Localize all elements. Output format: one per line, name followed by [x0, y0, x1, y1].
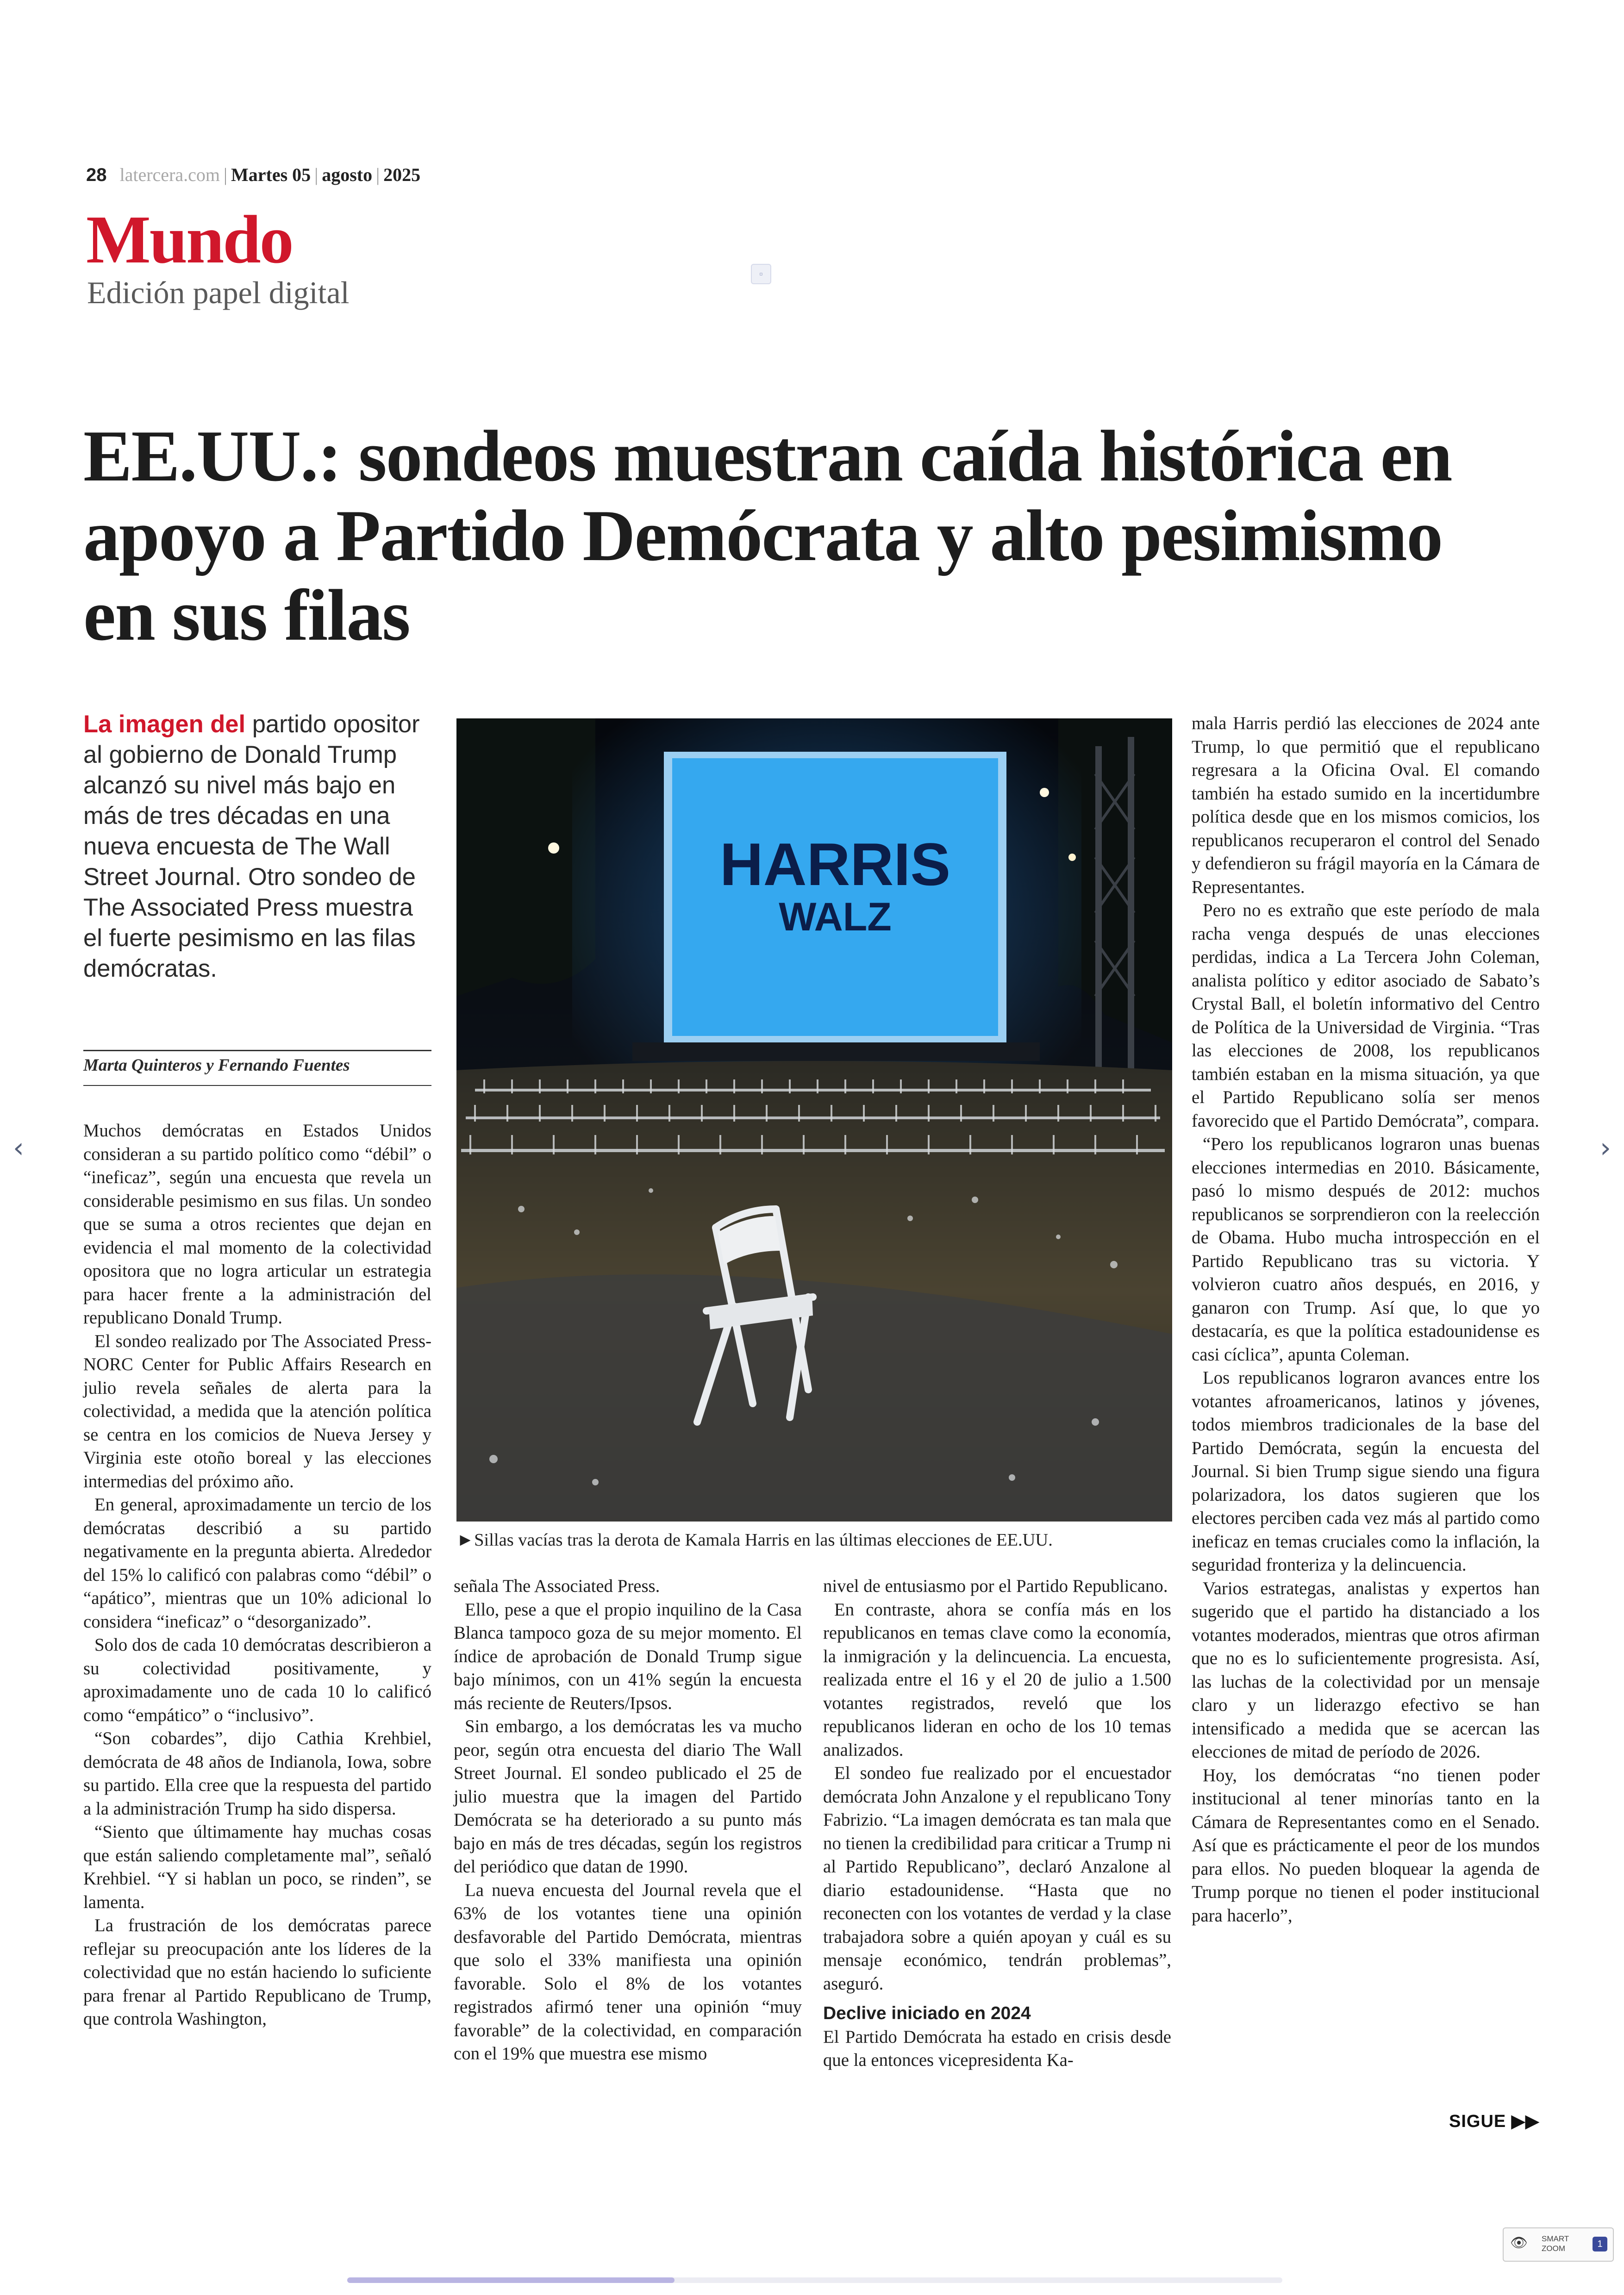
headline: EE.UU.: sondeos muestran caída histórica en apoyo a Partido Demócrata y alto pesimismo en sus filas: [83, 416, 1452, 656]
paragraph: En general, aproximadamente un tercio de los demócratas describió a su partido negativamente en la pregunta abierta. Alrededor del 15% lo calificó con palabras como “débil” o “apático”, mientras que un 10% adicional lo considera “ineficaz” o “desorganizado”.: [83, 1495, 431, 1632]
zoom-level-badge: 1: [1593, 2237, 1607, 2251]
paragraph: Pero no es extraño que este período de mala racha venga después de unas elecciones perdidas, indica a La Tercera John Coleman, analista político y editor asociado de Sabato’s Crystal Ball, el boletín informativo del Centro de Política de la Universidad de Virginia. “Tras las elecciones de 2008, los republicanos también estaban en la misma situación, ya que el Partido Republicano solía ser menos favorecido que el Partido Demócrata”, compara.: [1192, 900, 1540, 1131]
paragraph: “Siento que últimamente hay muchas cosas que están saliendo completamente mal”, señaló Krehbiel. “Y si hablan un poco, se rinden”, se lamenta.: [83, 1822, 431, 1912]
lead-paragraph: [83, 709, 435, 984]
lead-kicker: La imagen del: [83, 711, 246, 738]
paragraph: El sondeo fue realizado por el encuestador demócrata John Anzalone y el republicano Tony Fabrizio. “La imagen demócrata es tan mala que no tienen la credibilidad para criticar a Trump ni al Partido Republicano”, declaró Anzalone al diario estadounidense. “Hasta que no reconecten con los votantes de verdad y la clase trabajadora sobre a quién apoyan y cuál es su mensaje económico, tendrán problemas”, aseguró.: [823, 1763, 1171, 1994]
lead-text: partido opositor al gobierno de Donald Trump alcanzó su nivel más bajo en más de tres décadas en una nueva encuesta de The Wall Street Journal. Otro sondeo de The Associated Press muestra el fuerte pesimismo en las filas demócratas.: [83, 711, 420, 982]
body-column-3: [823, 1575, 1171, 2072]
screen-text-2: WALZ: [779, 895, 892, 939]
section-subtitle: Edición papel digital: [87, 275, 350, 310]
paragraph: Varios estrategas, analistas y expertos han sugerido que el partido ha distanciado a los votantes moderados, mientras que otros afirman que no es lo suficientemente progresista. Así, las luchas de la colectividad por un mensaje claro y un liderazgo efectivo se han intensificado a medida que se acercan las elecciones de mitad de período de 2026.: [1192, 1578, 1540, 1762]
body-column-2: [454, 1575, 802, 2066]
date-year: 2025: [383, 164, 421, 185]
body-column-4: [1192, 712, 1540, 1927]
body-column-1: [83, 1119, 431, 2031]
paragraph: nivel de entusiasmo por el Partido Republicano.: [823, 1576, 1168, 1596]
site-name: latercera.com: [119, 164, 220, 185]
byline: Marta Quinteros y Fernando Fuentes: [83, 1056, 350, 1075]
paragraph: Muchos demócratas en Estados Unidos consideran a su partido político como “débil” o “ineficaz”, según una encuesta que revela un considerable pesimismo en sus filas. Un sondeo que se suma a otros recientes que dejan en evidencia el mal momento de la colectividad opositora que no logra articular un estrategia para hacer frente a la administración del republicano Donald Trump.: [83, 1121, 431, 1328]
paragraph: El Partido Demócrata ha estado en crisis desde que la entonces vicepresidenta Ka-: [823, 2027, 1171, 2070]
paragraph: En contraste, ahora se confía más en los republicanos en temas clave como la economía, la inmigración y la delincuencia. La encuesta, realizada entre el 16 y el 20 de julio a 1.500 votantes registrados, reveló que los republicanos lideran en ocho de los 10 temas analizados.: [823, 1599, 1171, 1760]
smart-zoom-button[interactable]: [1503, 2227, 1614, 2262]
eye-icon: 👁: [1510, 2235, 1528, 2251]
article-photo: [456, 718, 1172, 1522]
byline-top-rule: [83, 1050, 431, 1051]
page-number: 28: [86, 165, 107, 185]
section-title: Mundo: [86, 202, 293, 278]
paragraph: Ello, pese a que el propio inquilino de la Casa Blanca tampoco goza de su mejor momento. El índice de aprobación de Donald Trump sigue bajo mínimos, con un 41% según la encuesta más reciente de Reuters/Ipsos.: [454, 1599, 802, 1713]
paragraph: El sondeo realizado por The Associated Press-NORC Center for Public Affairs Research en julio revela señales de alerta para la colectividad, a medida que la atención política se centra en los comicios de Nueva Jersey y Virginia este otoño boreal y las elecciones intermedias del próximo año.: [83, 1331, 431, 1491]
continues-marker: SIGUE ▶▶: [1449, 2112, 1540, 2131]
smart-zoom-label: SMART ZOOM: [1542, 2234, 1569, 2253]
byline-bottom-rule: [83, 1085, 431, 1086]
date-day: Martes 05: [231, 164, 311, 185]
paragraph: mala Harris perdió las elecciones de 2024 ante Trump, lo que permitió que el republicano regresara a la Oficina Oval. El comando también ha estado sumido en la incertidumbre política desde que en los mismos comicios, los republicanos recuperaron el control del Senado y defendieron su frágil mayoría en la Cámara de Representantes.: [1192, 713, 1540, 897]
reader-progress-fill: [347, 2277, 675, 2283]
paragraph: señala The Associated Press.: [454, 1576, 660, 1596]
paragraph: Solo dos de cada 10 demócratas describieron a su colectividad positivamente, y aproximadamente uno de cada 10 lo calificó como “empático” o “inclusivo”.: [83, 1635, 431, 1725]
date-month: agosto: [322, 164, 373, 185]
subheading: Declive iniciado en 2024: [823, 2003, 1031, 2023]
photo-illustration: [456, 718, 1172, 1522]
paragraph: “Pero los republicanos lograron unas buenas elecciones intermedias en 2010. Básicamente, pasó lo mismo después de 2012: muchos republicanos se sorprendieron con la reelección de Obama. Hubo mucha introspección en el Partido Republicano tras su victoria. Y volvieron cuatro años después, en 2016, y ganaron con Trump. Así que, lo que yo destacaría, es que la política estadounidense es casi cíclica”, apunta Coleman.: [1192, 1134, 1540, 1365]
photo-caption: ►Sillas vacías tras la derota de Kamala Harris en las últimas elecciones de EE.UU.: [456, 1530, 1053, 1550]
screen-text-1: HARRIS: [719, 830, 951, 898]
pin-icon[interactable]: ▫: [751, 264, 771, 284]
reader-progress-bar[interactable]: [347, 2277, 1282, 2283]
folio-line: 28 latercera.com | Martes 05 | agosto | 2025: [86, 164, 421, 185]
paragraph: Los republicanos lograron avances entre los votantes afroamericanos, latinos y jóvenes, todos miembros tradicionales de la base del Partido Demócrata, según la encuesta del Journal. Si bien Trump sigue siendo una figura polarizadora, los datos sugieren que los electores perciben cada vez más al partido como ineficaz en temas cruciales como la inflación, la seguridad fronteriza y la delincuencia.: [1192, 1368, 1540, 1575]
next-page-arrow-icon[interactable]: ›: [1600, 1132, 1611, 1164]
paragraph: Hoy, los demócratas “no tienen poder institucional al tener minorías tanto en la Cámara de Representantes como en el Senado. Así que es prácticamente el peor de los mundos para ellos. No pueden bloquear la agenda de Trump porque no tienen el poder institucional para hacerlo”,: [1192, 1765, 1540, 1926]
paragraph: “Son cobardes”, dijo Cathia Krehbiel, demócrata de 48 años de Indianola, Iowa, sobre su partido. Ella cree que la respuesta del partido a la administración Trump ha sido dispersa.: [83, 1728, 431, 1819]
previous-page-arrow-icon[interactable]: ‹: [13, 1132, 24, 1164]
paragraph: La nueva encuesta del Journal revela que el 63% de los votantes tiene una opinión desfavorable del Partido Demócrata, mientras que solo el 33% manifiesta una opinión favorable. Solo el 8% de los votantes registrados afirmó tener una opinión “muy favorable” de la colectividad, en comparación con el 19% que muestra ese mismo: [454, 1880, 802, 2064]
paragraph: La frustración de los demócratas parece reflejar su preocupación ante los líderes de la colectividad que no están haciendo lo suficiente para frenar al Partido Republicano de Trump, que controla Washington,: [83, 1915, 431, 2029]
paragraph: Sin embargo, a los demócratas les va mucho peor, según otra encuesta del diario The Wall Street Journal. El sondeo publicado el 25 de julio muestra que la imagen del Partido Demócrata se ha deteriorado a su punto más bajo en más de tres décadas, según los registros del periódico que datan de 1990.: [454, 1716, 802, 1877]
